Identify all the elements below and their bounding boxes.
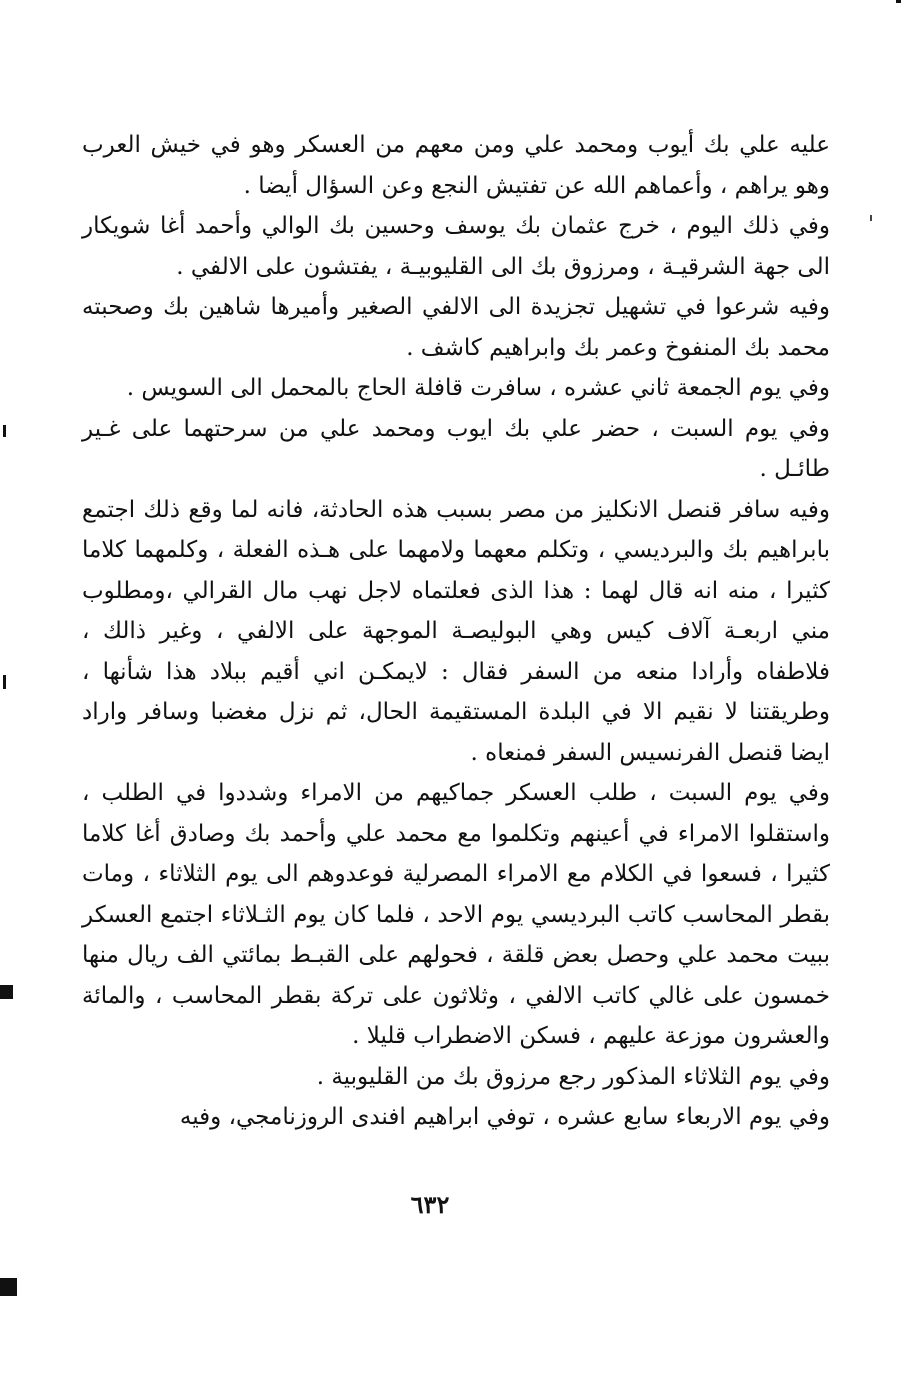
paragraph-5: وفي يوم السبت ، حضر علي بك ايوب ومحمد علي من سرحتهما على غـير طائـل . <box>82 415 830 482</box>
scan-mark <box>0 1278 17 1296</box>
paragraph-2: وفي ذلك اليوم ، خرج عثمان بك يوسف وحسين بك الوالي وأحمد أغا شويكار الى جهة الشرقيـة ، ومرزوق بك الى القليوبيـة ، يفتشون على الالفي . <box>82 213 830 280</box>
paragraph-3: وفيه شرعوا في تشهيل تجزيدة الى الالفي الصغير وأميرها شاهين بك وصحبته محمد بك المنفوخ وعمر بك وابراهيم كاشف . <box>82 294 830 361</box>
paragraph-4: وفي يوم الجمعة ثاني عشره ، سافرت قافلة الحاج بالمحمل الى السويس . <box>126 375 830 401</box>
paragraph-9: وفي يوم الاربعاء سابع عشره ، توفي ابراهيم افندى الروزنامجي، وفيه <box>179 1104 830 1130</box>
scan-mark <box>3 675 6 689</box>
scan-mark <box>0 985 13 999</box>
scan-mark <box>870 215 872 221</box>
paragraph-8: وفي يوم الثلاثاء المذكور رجع مرزوق بك من القليوبية . <box>316 1063 830 1090</box>
paragraph-1: عليه علي بك أيوب ومحمد علي ومن معهم من العسكر وهو في خيش العرب وهو يراهم ، وأعماهم الله عن تفتيش النجع وعن السؤال أيضا . <box>82 132 830 199</box>
paragraph-6: وفيه سافر قنصل الانكليز من مصر بسبب هذه الحادثة، فانه لما وقع ذلك اجتمع بابراهيم بك والبرديسي ، وتكلم معهما ولامهما على هـذه الفعلة ، وكلمهما كلاما كثيرا ، منه انه قال لهما : هذا الذى فعلتماه لاجل نهب مال القرالي ،ومطلوب مني اربعـة آلاف كيس وهي البوليصـة الموجهة على الالفي ، وغير ذالك ، فلاطفاه وأرادا منعه من السفر فقال : لايمكـن اني أقيم ببلاد هذا شأنها ، وطريقتنا لا نقيم الا في البلدة المستقيمة الحال، ثم نزل مغضبا وسافر واراد ايضا قنصل الفرنسيس السفر فمنعاه . <box>82 496 830 766</box>
scan-mark <box>3 425 6 437</box>
page-number: ٦٣٢ <box>410 1190 450 1219</box>
scan-mark <box>896 0 901 3</box>
paragraph-7: وفي يوم السبت ، طلب العسكر جماكيهم من الامراء وشددوا في الطلب ، واستقلوا الامراء في أعينهم وتكلموا مع محمد علي وأحمد بك وصادق أغا كلاما كثيرا ، فسعوا في الكلام مع الامراء المصرلية فوعدوهم الى يوم الثلاثاء ، ومات بقطر المحاسب كاتب البرديسي يوم الاحد ، فلما كان يوم الثـلاثاء اجتمع العسكر ببيت محمد علي وحصل بعض قلقة ، فحولهم على القبـط بمائتي الف ريال منها خمسون على غالي كاتب الالفي ، وثلاثون على تركة بقطر المحاسب ، والمائة والعشرون موزعة عليهم ، فسكن الاضطراب قليلا . <box>82 780 830 1049</box>
body-text <box>82 125 830 1138</box>
